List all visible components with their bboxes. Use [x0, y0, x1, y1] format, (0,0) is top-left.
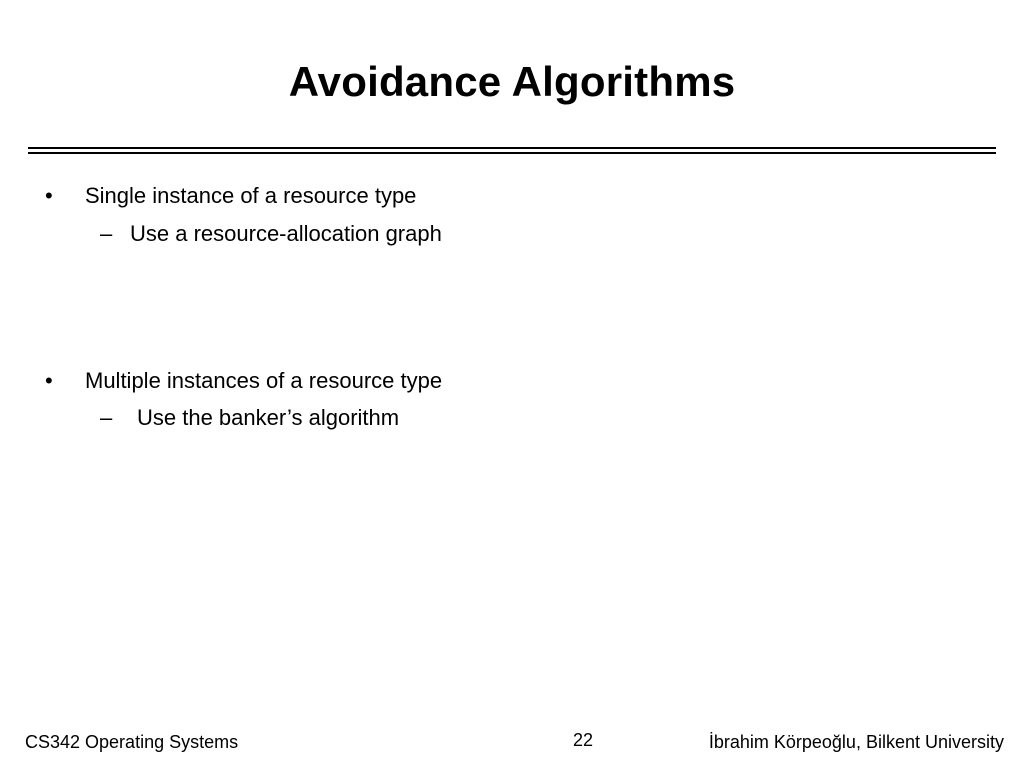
- footer-page-number: 22: [572, 730, 594, 750]
- sub-bullet-text: Use the banker’s algorithm: [137, 405, 400, 430]
- footer-author: İbrahim Körpeoğlu, Bilkent University: [708, 732, 1004, 752]
- bullet-text: Single instance of a resource type: [85, 183, 417, 208]
- sub-bullet-marker: –: [100, 405, 113, 430]
- footer-course: CS342 Operating Systems: [25, 732, 239, 752]
- title-divider-top: [28, 147, 996, 149]
- bullet-marker: •: [45, 368, 53, 393]
- bullet-marker: •: [45, 183, 53, 208]
- sub-bullet-text: Use a resource-allocation graph: [130, 221, 442, 246]
- sub-bullet-marker: –: [100, 221, 113, 246]
- slide-title: Avoidance Algorithms: [288, 58, 736, 105]
- bullet-text: Multiple instances of a resource type: [85, 368, 443, 393]
- title-divider-bottom: [28, 152, 996, 154]
